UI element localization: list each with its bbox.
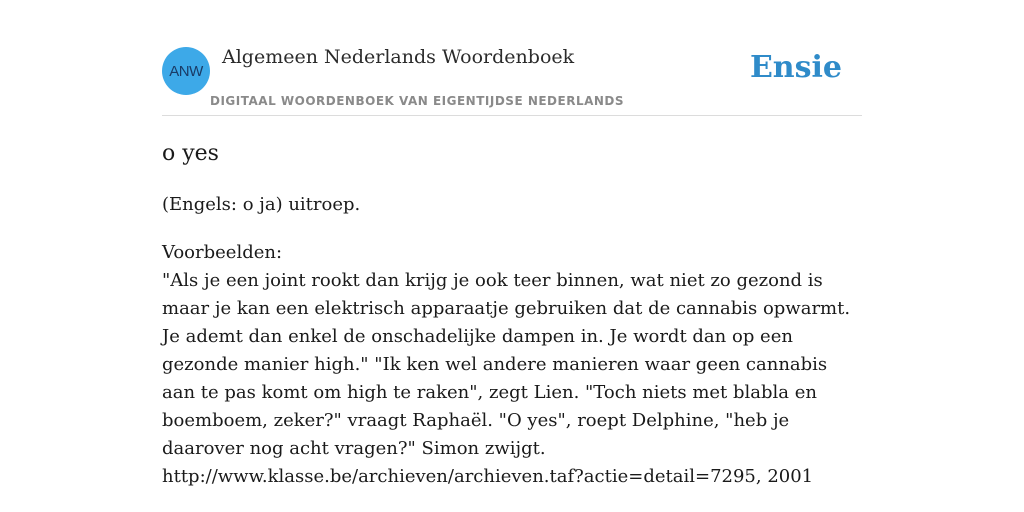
examples-section [162, 239, 862, 491]
anw-logo[interactable] [162, 47, 210, 95]
site-title[interactable]: Algemeen Nederlands Woordenboek [222, 46, 575, 68]
entry-definition: (Engels: o ja) uitroep. [162, 194, 361, 215]
example-source: http://www.klasse.be/archieven/archieven.taf?actie=detail=7295, 2001 [162, 466, 814, 487]
site-subtitle: DIGITAAL WOORDENBOEK VAN EIGENTIJDSE NEDERLANDS [210, 94, 625, 108]
page [162, 0, 862, 512]
header-divider [162, 115, 862, 116]
logo-text: ANW [169, 62, 203, 80]
ensie-brand-logo[interactable]: Ensie [749, 50, 842, 85]
entry-headword: o yes [162, 141, 219, 166]
example-quote: "Als je een joint rookt dan krijg je ook teer binnen, wat niet zo gezond is maar je kan een elektrisch apparaatje gebruiken dat de cannabis opwarmt. Je ademt dan enkel de onschadelijke dampen in. Je wordt dan op een gezonde manier high." "Ik ken wel andere manieren waar geen cannabis aan te pas komt om high te raken", zegt Lien. "Toch niets met blabla en boemboem, zeker?" vraagt Raphaël. "O yes", roept Delphine, "heb je daarover nog acht vragen?" Simon zwijgt. [162, 270, 851, 459]
examples-label: Voorbeelden: [162, 242, 283, 263]
